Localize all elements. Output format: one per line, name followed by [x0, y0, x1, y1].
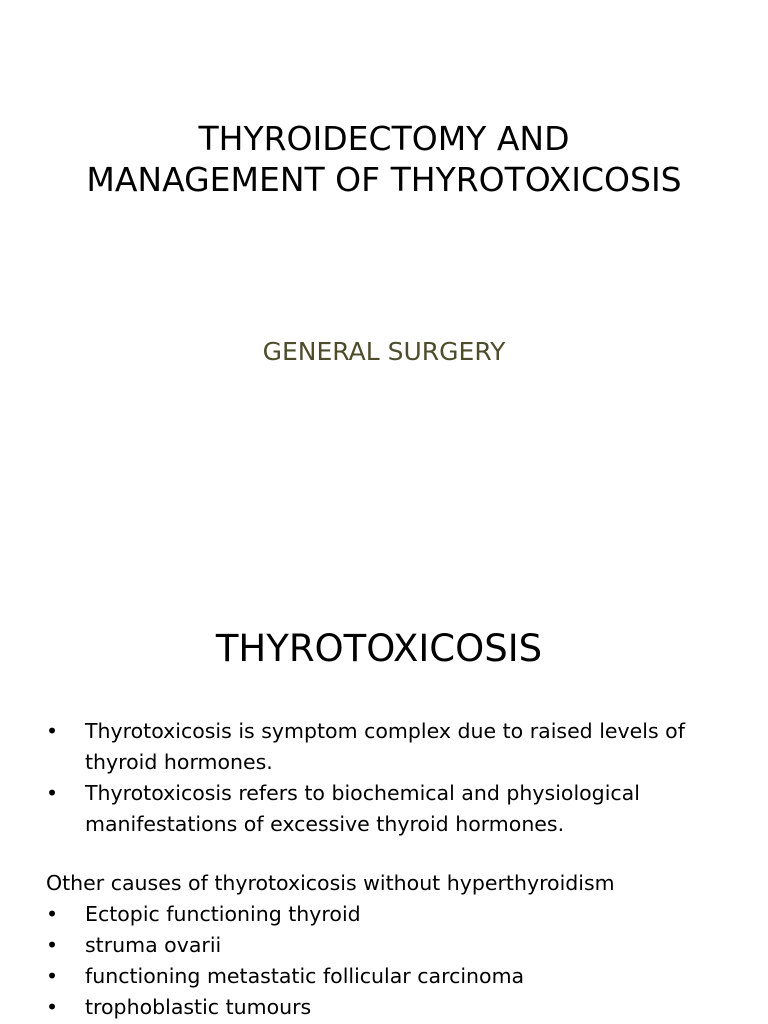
title-line-1: THYROIDECTOMY AND	[198, 119, 570, 158]
bullet-icon: •	[46, 902, 59, 926]
bullet-icon: •	[46, 933, 59, 957]
bullet-icon: •	[46, 995, 59, 1019]
list-item	[46, 961, 746, 992]
list-item-text: Thyrotoxicosis is symptom complex due to raised levels of thyroid hormones.	[85, 719, 685, 774]
list-item-text: functioning metastatic follicular carcinoma	[85, 964, 525, 988]
slide-title-heading	[0, 118, 768, 200]
slide-thyrotoxicosis	[0, 576, 768, 1024]
list-item	[46, 992, 746, 1023]
list-item-text: trophoblastic tumours	[85, 995, 312, 1019]
spacer	[46, 840, 746, 868]
slide-subtitle: GENERAL SURGERY	[262, 337, 506, 366]
list-item	[46, 930, 746, 961]
bullet-icon: •	[46, 781, 59, 805]
list-item	[46, 778, 746, 840]
title-line-2: MANAGEMENT OF THYROTOXICOSIS	[86, 160, 682, 199]
list-item-text: struma ovarii	[85, 933, 222, 957]
bullet-icon: •	[46, 964, 59, 988]
list-item-text: Thyrotoxicosis refers to biochemical and physiological manifestations of excessive thyroid hormones.	[85, 781, 640, 836]
list-item	[46, 899, 746, 930]
bullet-icon: •	[46, 719, 59, 743]
other-causes-heading: Other causes of thyrotoxicosis without hyperthyroidism	[46, 871, 615, 895]
list-item-text: Ectopic functioning thyroid	[85, 902, 361, 926]
slide-heading: THYROTOXICOSIS	[215, 627, 543, 670]
slide-body	[46, 716, 746, 1023]
definition-list	[46, 716, 746, 840]
other-causes-list	[46, 899, 746, 1023]
list-item	[46, 716, 746, 778]
